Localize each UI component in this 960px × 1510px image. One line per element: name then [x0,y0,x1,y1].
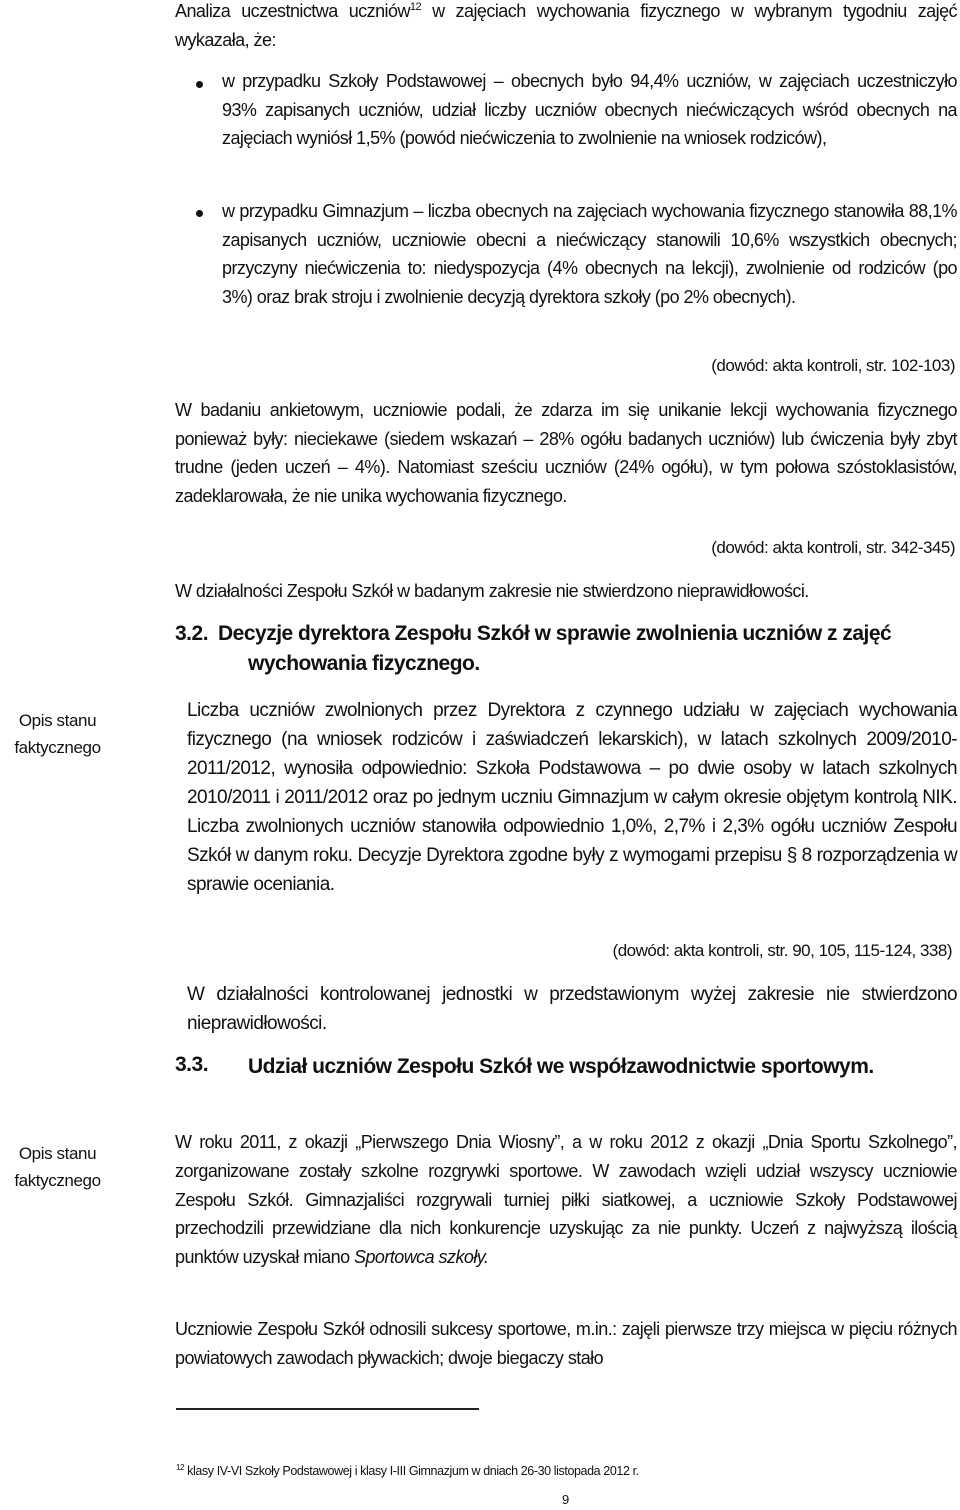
footnote-number: 12 [176,1462,185,1472]
footnote-separator [176,1408,479,1410]
competition-paragraph [175,1128,957,1272]
intro-text-after: w zajęciach wychowania fizycznego w wybranym tygodniu zajęć wykazała, że: [175,1,957,50]
exemptions-paragraph: Liczba uczniów zwolnionych przez Dyrektora z czynnego udziału w zajęciach wychowania fizycznego (na wniosek rodziców i zaświadczeń lekarskich), w latach szkolnych 2009/2010-2011/2012, wynosiła odpowiednio: Szkoła Podstawowa – po dwie osoby w latach szkolnych 2010/2011 i 2011/2012 oraz po jednym uczniu Gimnazjum w całym okresie objętym kontrolą NIK. Liczba zwolnionych uczniów stanowiła odpowiednio 1,0%, 2,7% i 2,3% ogółu uczniów Zespołu Szkół w danym roku. Decyzje Dyrektora zgodne były z wymogami przepisu § 8 rozporządzenia w sprawie oceniania. [187,700,957,895]
footnote-ref[interactable]: 12 [409,1,422,13]
footnote [176,1464,639,1478]
side-label: Opis stanu faktycznego [14,711,101,757]
intro-text: Analiza uczestnictwa uczniów [175,1,410,21]
intro-paragraph [175,0,957,54]
footnote-text: klasy IV-VI Szkoły Podstawowej i klasy I-III Gimnazjum w dniach 26-30 listopada 2012 r. [184,1464,639,1478]
section-heading: Decyzje dyrektora Zespołu Szkół w sprawie zwolnienia uczniów z zajęć wychowania fizycznego. [218,622,892,675]
title-italic: Sportowca szkoły. [354,1247,489,1268]
bullet-item: w przypadku Gimnazjum – liczba obecnych na zajęciach wychowania fizycznego stanowiła 88,1% zapisanych uczniów, uczniowie obecni a niećwiczący stanowili 10,6% wszystkich obecnych; przyczyny niećwiczenia to: niedyspozycja (4% obecnych na lekcji), zwolnienie od rodziców (po 3%) oraz brak stroju i zwolnienie decyzją dyrektora szkoły (po 2% obecnych). [222,201,957,307]
section-number: 3.2. [175,622,209,645]
evidence-note: (dowód: akta kontroli, str. 102-103) [711,356,955,375]
survey-paragraph: W badaniu ankietowym, uczniowie podali, że zdarza im się unikanie lekcji wychowania fizycznego ponieważ były: nieciekawe (siedem wskazań – 28% ogółu badanych uczniów) lub ćwiczenia były zbyt trudne (jeden uczeń – 4%). Natomiast sześciu uczniów (24% ogółu), w tym połowa szóstoklasistów, zadeklarowała, że nie unika wychowania fizycznego. [175,400,957,506]
evidence-note: (dowód: akta kontroli, str. 342-345) [711,538,955,557]
bullet-icon [196,81,203,88]
section-heading: Udział uczniów Zespołu Szkół we współzawodnictwie sportowym. [248,1055,874,1078]
conclusion-paragraph: W działalności Zespołu Szkół w badanym zakresie nie stwierdzono nieprawidłowości. [175,581,809,601]
page-number: 9 [562,1492,570,1507]
evidence-note: (dowód: akta kontroli, str. 90, 105, 115-124, 338) [612,941,952,960]
conclusion-paragraph: W działalności kontrolowanej jednostki w przedstawionym wyżej zakresie nie stwierdzono nieprawidłowości. [187,984,957,1034]
side-label: Opis stanu faktycznego [14,1144,101,1190]
competition-text: W roku 2011, z okazji „Pierwszego Dnia Wiosny”, a w roku 2012 z okazji „Dnia Sportu Szkolnego”, zorganizowane zostały szkolne rozgrywki sportowe. W zawodach wzięli udział wszyscy uczniowie Zespołu Szkół. Gimnazjaliści rozgrywali turniej piłki siatkowej, a uczniowie Szkoły Podstawowej przechodzili przewidziane dla nich konkurencje uzyskując za nie punkty. Uczeń z najwyższą ilością punktów uzyskał miano [175,1132,957,1268]
bullet-item: w przypadku Szkoły Podstawowej – obecnych było 94,4% uczniów, w zajęciach uczestniczyło 93% zapisanych uczniów, udział liczby uczniów obecnych niećwiczących wśród obecnych na zajęciach wyniósł 1,5% (powód niećwiczenia to zwolnienie na wniosek rodziców), [222,71,957,148]
section-number: 3.3. [175,1053,209,1076]
bullet-icon [196,210,203,217]
successes-paragraph: Uczniowie Zespołu Szkół odnosili sukcesy sportowe, m.in.: zajęli pierwsze trzy miejsca w pięciu różnych powiatowych zawodach pływackich; dwoje biegaczy stało [175,1319,957,1368]
